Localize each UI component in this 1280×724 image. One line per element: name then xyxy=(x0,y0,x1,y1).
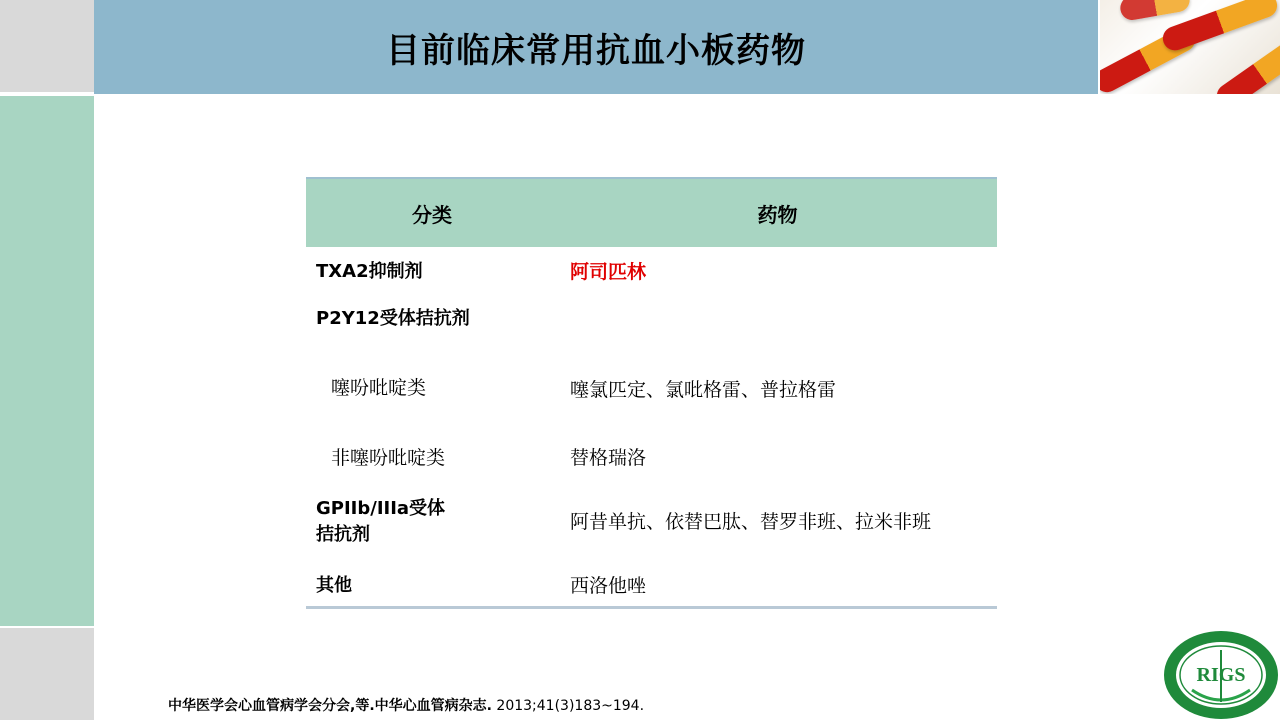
category-non-thienopyridine: 非噻吩吡啶类 xyxy=(331,447,446,469)
header-drugs: 药物 xyxy=(757,202,798,227)
table-header-row xyxy=(306,177,997,247)
category-txa2: TXA2抑制剂 xyxy=(316,261,423,282)
slide-title: 目前临床常用抗血小板药物 xyxy=(386,30,806,71)
drug-aspirin: 阿司匹林 xyxy=(570,261,647,283)
institute-seal-logo xyxy=(1162,630,1280,720)
category-thienopyridine: 噻吩吡啶类 xyxy=(331,377,427,399)
drugs-other: 西洛他唑 xyxy=(570,575,647,597)
corner-block-top xyxy=(0,0,94,92)
table-bottom-rule xyxy=(306,606,997,609)
drugs-thienopyridine: 噻氯匹定、氯吡格雷、普拉格雷 xyxy=(570,379,837,401)
header-divider xyxy=(0,92,94,95)
citation-detail: 2013;41(3)183~194. xyxy=(496,698,645,714)
category-other: 其他 xyxy=(316,575,352,596)
corner-block-bottom xyxy=(0,628,94,720)
table-body xyxy=(306,247,997,677)
citation xyxy=(168,695,644,715)
logo-text: RIGS xyxy=(1196,664,1246,686)
header-category: 分类 xyxy=(412,202,452,227)
category-gp-line2: 拮抗剂 xyxy=(316,524,370,545)
pills-photo xyxy=(1100,0,1280,94)
category-gp-line1: GPIIb/IIIa受体 xyxy=(316,498,446,519)
drugs-gp: 阿昔单抗、依替巴肽、替罗非班、拉米非班 xyxy=(570,511,932,533)
drugs-non-thienopyridine: 替格瑞洛 xyxy=(570,447,647,469)
left-accent-bar xyxy=(0,96,94,626)
drug-table xyxy=(306,177,997,677)
citation-authors: 中华医学会心血管病学会分会,等.中华心血管病杂志. xyxy=(168,698,492,714)
category-p2y12: P2Y12受体拮抗剂 xyxy=(316,308,470,329)
